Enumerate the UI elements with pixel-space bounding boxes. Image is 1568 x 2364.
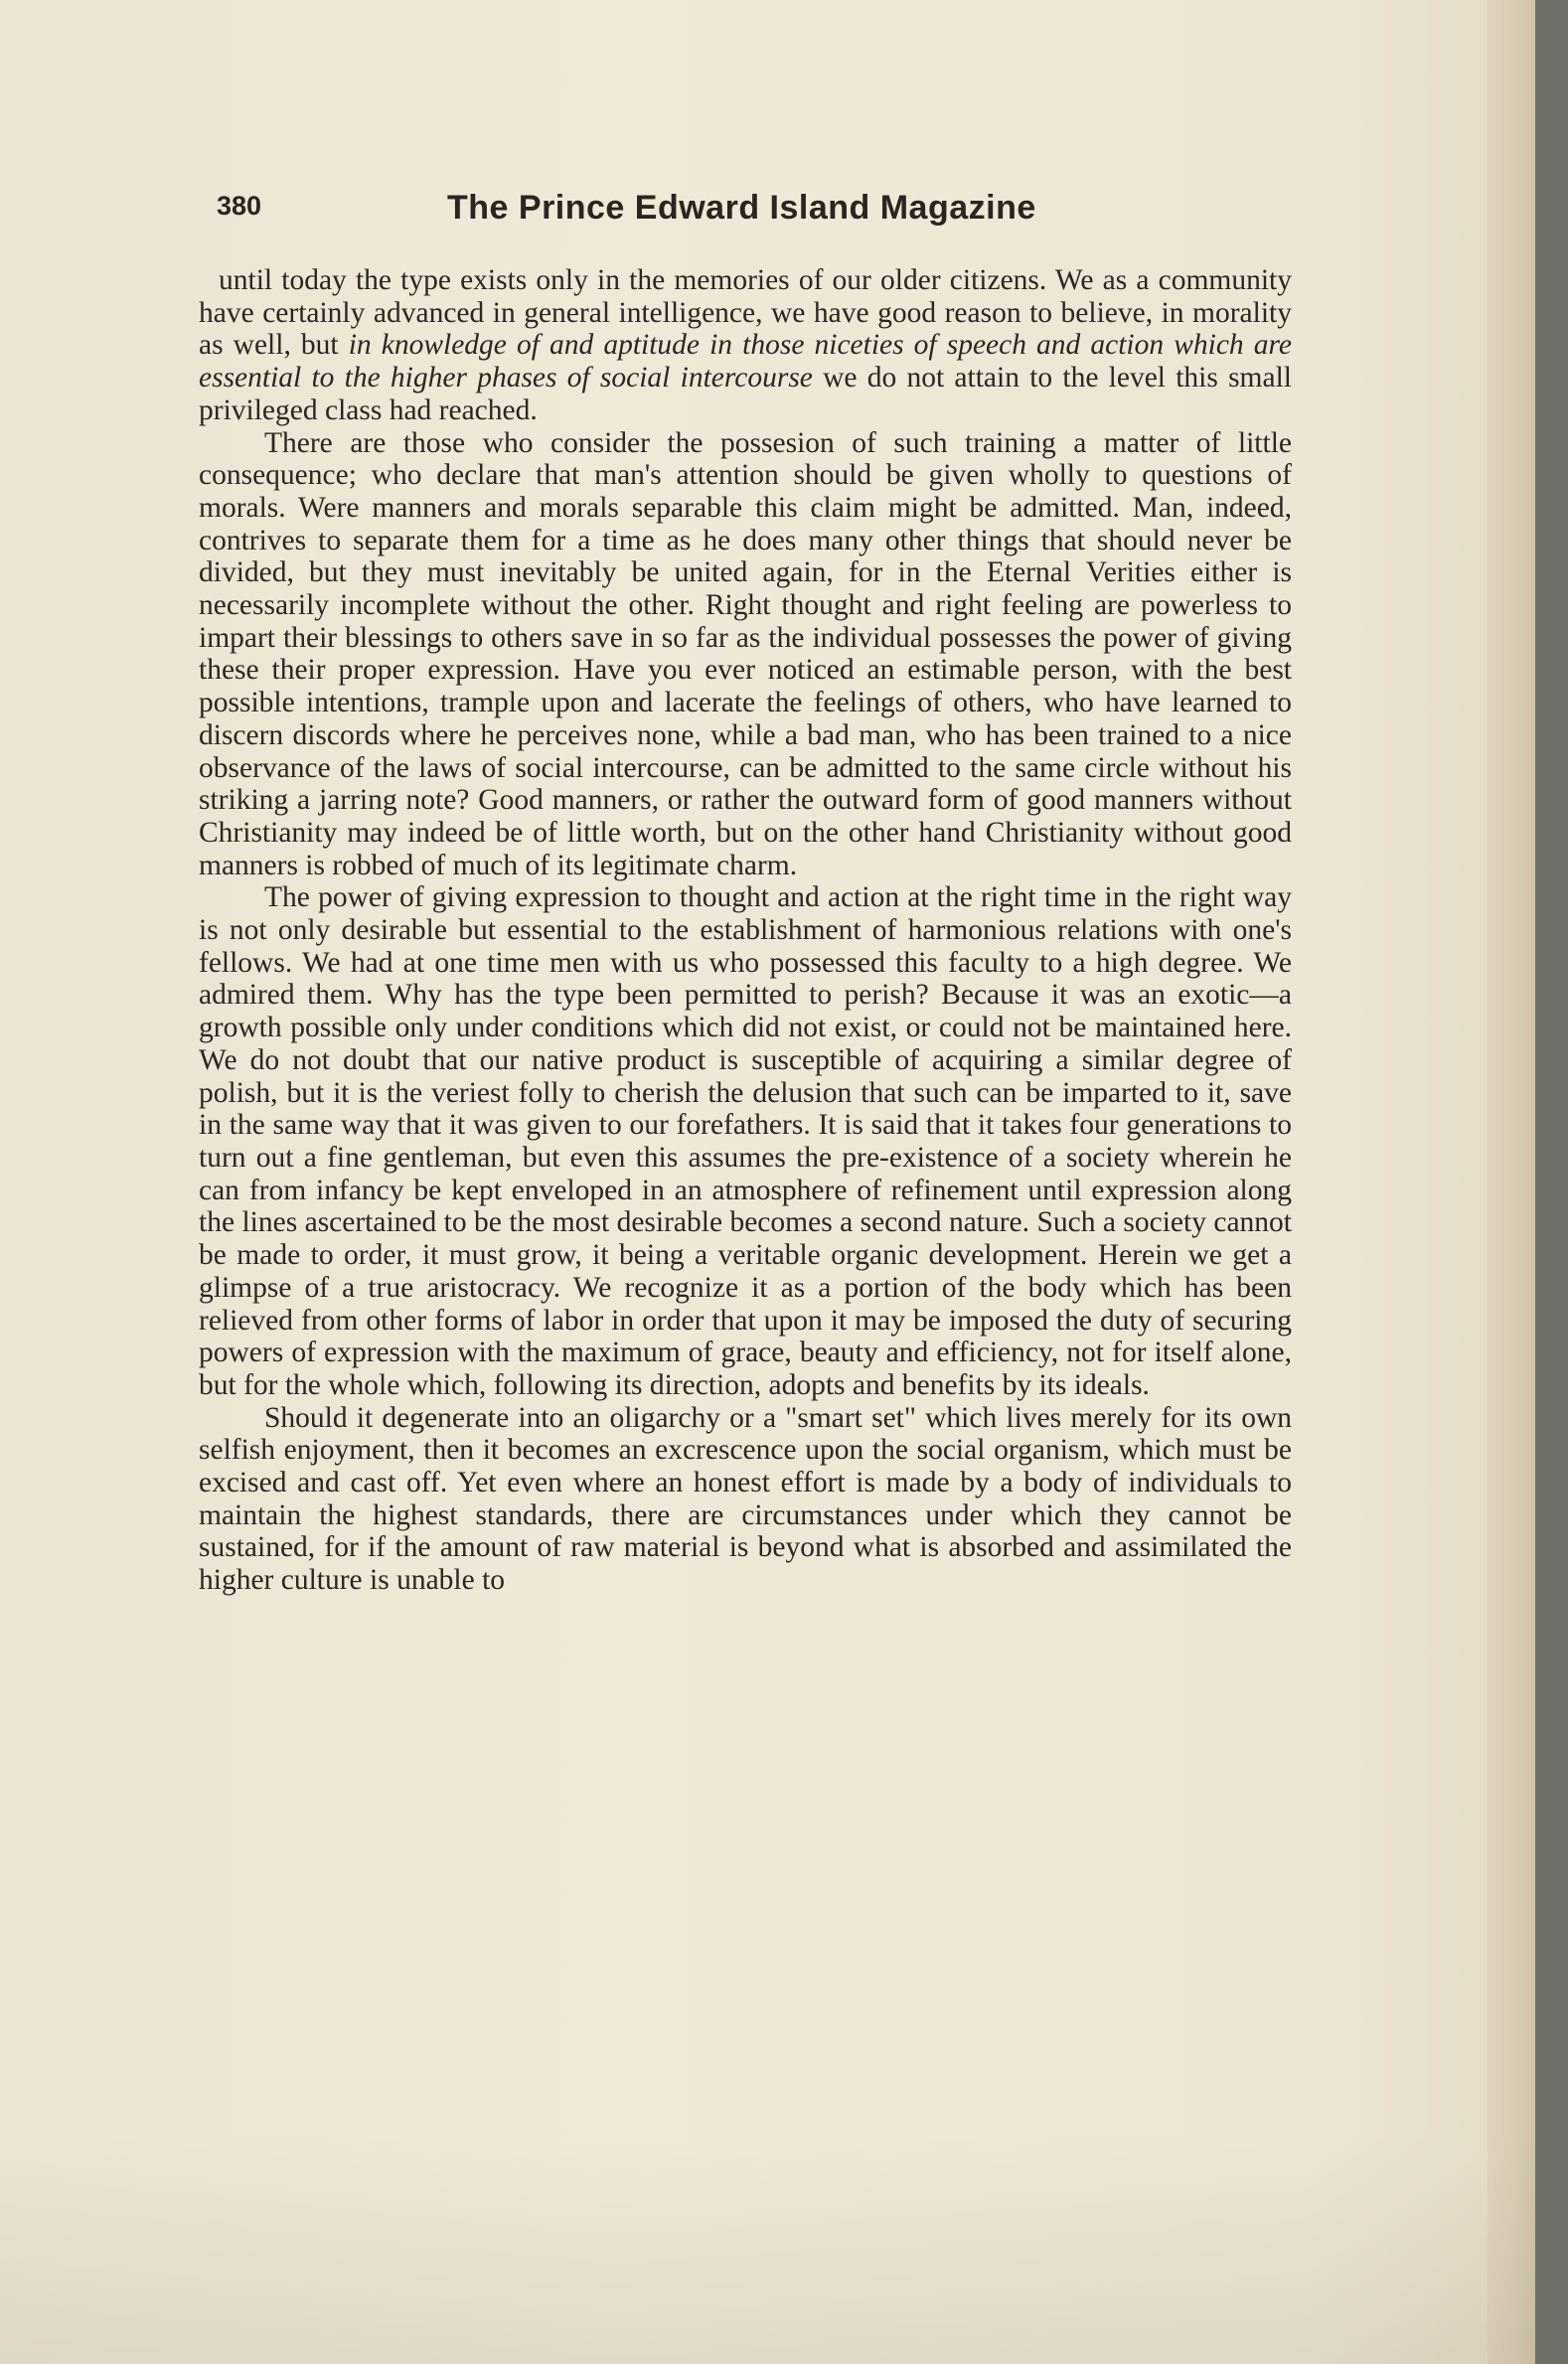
article-body (199, 264, 1292, 1597)
paragraph-3 (199, 881, 1292, 1401)
paragraph-text: we do not attain to the level this small privileged class had reached. (199, 362, 1292, 426)
paragraph-2 (199, 427, 1292, 882)
paragraph-text: Should it degenerate into an oligarchy or a "smart set" which lives merely for its own selfish enjoyment, then it becomes an excrescence upon the social organism, which must be excised and cast off. Yet even where an honest effort is made by a body of individuals to maintain the highest standards, there are circumstances under which they cannot be sustained, for if the amount of raw material is beyond what is absorbed and assimilated the higher culture is unable to (199, 1401, 1292, 1597)
magazine-title: The Prince Edward Island Magazine (447, 189, 1036, 227)
running-header (217, 191, 1292, 240)
paragraph-4 (199, 1402, 1292, 1597)
page-number: 380 (217, 191, 262, 221)
paragraph-1 (199, 264, 1292, 427)
page-edge (1488, 0, 1535, 2364)
paragraph-text: The power of giving expression to thought and action at the right time in the right way is not only desirable but essential to the establishment of harmonious relations with one's fellows. We had at one time men with us who possessed this faculty to a high degree. We admired them. Why has the type been permitted to perish? Because it was an exotic—a growth possible only under conditions which did not exist, or could not be maintained here. We do not doubt that our native product is susceptible of acquiring a similar degree of polish, but it is the veriest folly to cherish the delusion that such can be imparted to it, save in the same way that it was given to our forefathers. It is said that it takes four generations to turn out a fine gentleman, but even this assumes the pre-existence of a society wherein he can from infancy be kept enveloped in an atmosphere of refinement until expression along the lines ascertained to be the most desirable becomes a second nature. Such a society cannot be made to order, it must grow, it being a veritable organic development. Herein we get a glimpse of a true aristocracy. We recognize it as a portion of the body which has been relieved from other forms of labor in order that upon it may be imposed the duty of securing powers of expression with the maximum of grace, beauty and efficiency, not for itself alone, but for the whole which, following its direction, adopts and benefits by its ideals. (199, 881, 1292, 1401)
italic-text: in knowledge of and aptitude in those niceties of speech and action which are essential to the higher phases of social intercourse (199, 329, 1292, 394)
paragraph-text: until today the type exists only in the memories of our older citizens. We as a community have certainly advanced in general intelligence, we have good reason to believe, in morality as well, but (199, 264, 1292, 362)
paragraph-text: There are those who consider the possesion of such training a matter of little consequence; who declare that man's attention should be given wholly to questions of morals. Were manners and morals separable this claim might be admitted. Man, indeed, contrives to separate them for a time as he does many other things that should never be divided, but they must inevitably be united again, for in the Eternal Verities either is necessarily incomplete without the other. Right thought and right feeling are powerless to impart their blessings to others save in so far as the individual possesses the power of giving these their proper expression. Have you ever noticed an estimable person, with the best possible intentions, trample upon and lacerate the feelings of others, who have learned to discern discords where he perceives none, while a bad man, who has been trained to a nice observance of the laws of social intercourse, can be admitted to the same circle without his striking a jarring note? Good manners, or rather the outward form of good manners without Christianity may indeed be of little worth, but on the other hand Christianity without good manners is robbed of much of its legitimate charm. (199, 426, 1292, 881)
page-shadow (0, 2135, 1535, 2364)
